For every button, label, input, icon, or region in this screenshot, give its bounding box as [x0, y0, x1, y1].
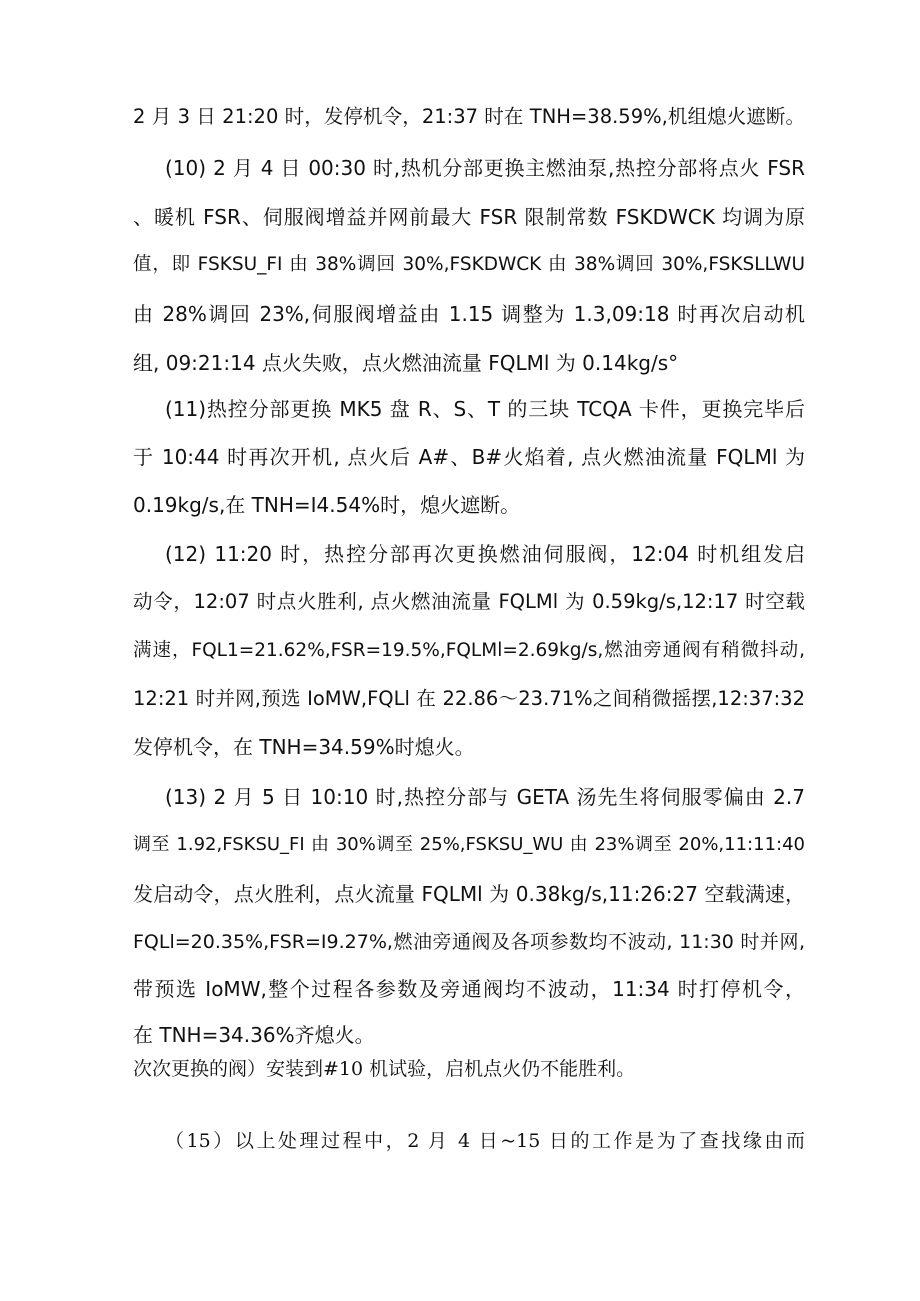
text-line-3: 、暖机 FSR、伺服阀增益并网前最大 FSR 限制常数 FSKDWCK 均调为原	[133, 205, 805, 229]
text-line-9: 0.19kg/s,在 TNH=I4.54%时，熄火遮断。	[133, 493, 521, 517]
text-line-6: 组, 09:21:14 点火失败，点火燃油流量 FQLMl 为 0.14kg/s°	[133, 351, 679, 375]
text-line-12: 满速，FQL1=21.62%,FSR=19.5%,FQLMl=2.69kg/s,燃油旁通阀有稍微抖动,	[133, 640, 805, 661]
text-line-8: 于 10:44 时再次开机, 点火后 A#、B#火焰着, 点火燃油流量 FQLMl 为	[133, 445, 805, 469]
text-line-10: (12) 11:20 时，热控分部再次更换燃油伺服阀，12:04 时机组发启	[165, 542, 805, 566]
text-line-7: (11)热控分部更换 MK5 盘 R、S、T 的三块 TCQA 卡件，更换完毕后	[165, 397, 805, 421]
text-line-11: 动令，12:07 时点火胜利, 点火燃油流量 FQLMl 为 0.59kg/s,12:17 时空载	[133, 590, 805, 613]
text-line-20: 在 TNH=34.36%齐熄火。	[133, 1023, 375, 1047]
text-line-17: 发启动令，点火胜利，点火流量 FQLMl 为 0.38kg/s,11:26:27 空载满速，	[133, 882, 805, 906]
text-line-16: 调至 1.92,FSKSU_FI 由 30%调至 25%,FSKSU_WU 由 23%调至 20%,11:11:40	[133, 834, 805, 855]
text-line-1: 2 月 3 日 21:20 时，发停机令，21:37 时在 TNH=38.59%,机组熄火遮断。	[133, 105, 805, 128]
text-line-22: （15）以上处理过程中，2 月 4 日~15 日的工作是为了查找缘由而	[165, 1130, 805, 1152]
text-line-14: 发停机令，在 TNH=34.59%时熄火。	[133, 735, 475, 759]
text-line-5: 由 28%调回 23%,伺服阀增益由 1.15 调整为 1.3,09:18 时再次启动机	[133, 302, 805, 326]
text-line-21: 次次更换的阀）安装到#10 机试验，启机点火仍不能胜利。	[133, 1058, 636, 1080]
text-line-4: 值，即 FSKSU_FI 由 38%调回 30%,FSKDWCK 由 38%调回 30%,FSKSLLWU	[133, 254, 805, 275]
text-line-15: (13) 2 月 5 日 10:10 时,热控分部与 GETA 汤先生将伺服零偏由 2.7	[165, 785, 805, 809]
text-line-19: 带预选 IoMW,整个过程各参数及旁通阀均不波动，11:34 时打停机令，	[133, 977, 805, 1001]
text-line-18: FQLl=20.35%,FSR=I9.27%,燃油旁通阀及各项参数均不波动, 11:30 时并网,	[133, 931, 805, 953]
text-line-2: (10) 2 月 4 日 00:30 时,热机分部更换主燃油泵,热控分部将点火 FSR	[165, 156, 805, 180]
text-line-13: 12:21 时并网,预选 IoMW,FQLl 在 22.86～23.71%之间稍微摇摆,12:37:32	[133, 687, 805, 710]
